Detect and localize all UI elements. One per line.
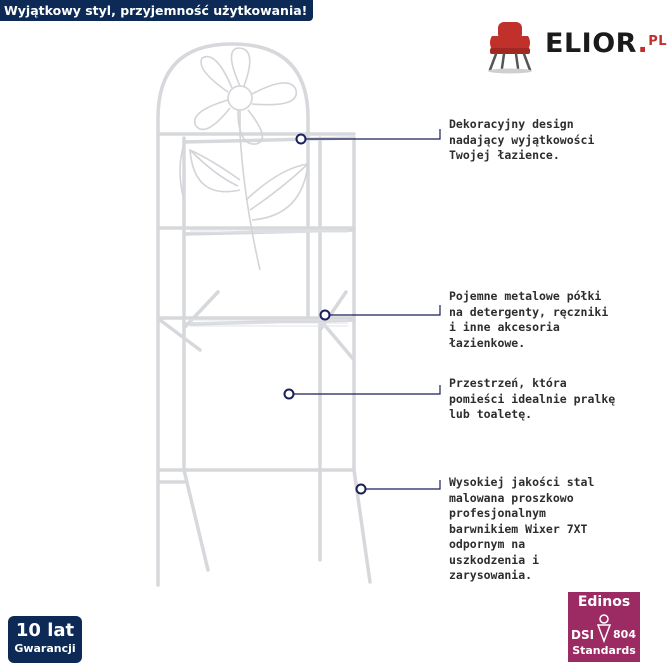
warranty-label: Gwarancji bbox=[14, 642, 76, 655]
brand-name: ELIOR bbox=[545, 28, 638, 59]
warranty-badge bbox=[8, 616, 82, 663]
callout-steel: Wysokiej jakości stal malowana proszkowo profesjonalnym barwnikiem Wixer 7XT odpornym na uszkodzenia i zarysowania. bbox=[449, 475, 595, 582]
cert-left-label: DSI bbox=[571, 628, 595, 642]
callout-space: Przestrzeń, która pomieści idealnie pralkę lub toaletę. bbox=[449, 376, 616, 421]
callout-design: Dekoracyjny design nadający wyjątkowości Twojej łazience. bbox=[449, 117, 595, 162]
warranty-years: 10 lat bbox=[15, 620, 75, 641]
brand-tld: PL bbox=[648, 34, 667, 49]
certification-badge bbox=[568, 592, 640, 662]
brand-wordmark[interactable] bbox=[545, 28, 667, 59]
promo-banner-text: Wyjątkowy styl, przyjemność użytkowania! bbox=[4, 3, 308, 18]
callout-shelves: Pojemne metalowe półki na detergenty, ręczniki i inne akcesoria łazienkowe. bbox=[449, 289, 609, 350]
cert-name: Edinos bbox=[577, 594, 631, 610]
cert-standard: Standards bbox=[572, 644, 636, 657]
promo-banner bbox=[0, 0, 313, 21]
cert-number: 804 bbox=[613, 628, 636, 641]
product-rack-image bbox=[140, 30, 390, 600]
person-emblem-icon bbox=[594, 613, 614, 643]
brand-dot: . bbox=[637, 28, 649, 59]
